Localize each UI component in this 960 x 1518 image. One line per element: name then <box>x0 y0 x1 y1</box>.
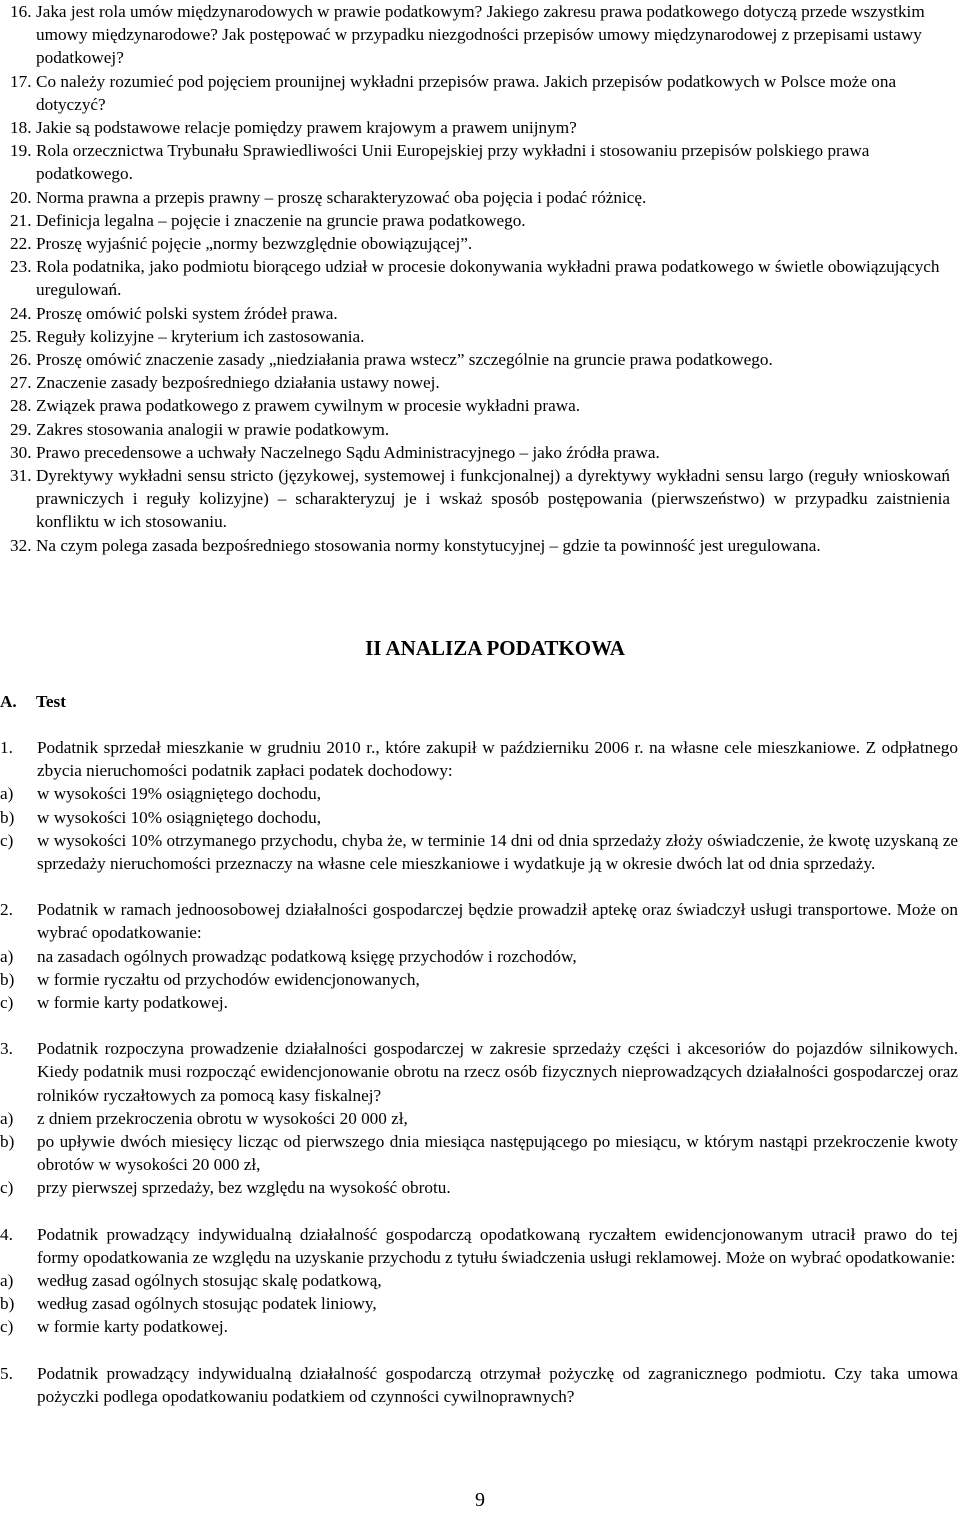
answer-option-label: a) <box>0 1271 14 1291</box>
answer-option <box>0 1269 958 1292</box>
question-text: Prawo precedensowe a uchwały Naczelnego Sądu Administracyjnego – jako źródła prawa. <box>36 442 660 462</box>
answer-option <box>0 829 958 875</box>
question-item <box>10 394 950 417</box>
question-item <box>10 70 950 116</box>
answer-option <box>0 1292 958 1315</box>
question-text: Proszę omówić polski system źródeł prawa. <box>36 303 338 323</box>
question-text: Definicja legalna – pojęcie i znaczenie na gruncie prawa podatkowego. <box>36 210 526 230</box>
answer-option-label: b) <box>0 807 15 827</box>
question-text: Na czym polega zasada bezpośredniego stosowania normy konstytucyjnej – gdzie ta powinność jest uregulowana. <box>36 535 821 555</box>
question-number: 20. <box>10 187 32 207</box>
test-question-number: 1. <box>0 738 13 757</box>
question-number: 31. <box>10 466 32 486</box>
question-item <box>10 0 950 70</box>
question-item <box>10 116 950 139</box>
answer-option-label: b) <box>0 1294 15 1314</box>
answer-option <box>0 806 958 829</box>
answer-option <box>0 968 958 991</box>
question-number: 18. <box>10 118 32 138</box>
answer-option-label: b) <box>0 969 15 989</box>
question-number: 29. <box>10 419 32 439</box>
question-item <box>10 534 950 557</box>
answer-option-text: po upływie dwóch miesięcy licząc od pierwszego dnia miesiąca następującego po miesiącu, w którym nastąpi przekroczenie kwoty obrotów w wysokości 20 000 zł, <box>37 1132 958 1175</box>
question-number: 27. <box>10 373 32 393</box>
test-question-text: Podatnik w ramach jednoosobowej działalności gospodarczej będzie prowadził aptekę oraz świadczył usługi transportowe. Może on wybrać opodatkowanie: <box>37 900 958 943</box>
test-question <box>0 1362 958 1408</box>
subsection-label: A. <box>0 692 17 711</box>
test-question-stem <box>0 1223 958 1269</box>
question-number: 19. <box>10 141 32 161</box>
test-question-text: Podatnik rozpoczyna prowadzenie działalności gospodarczej w zakresie sprzedaży części i akcesoriów do pojazdów silnikowych. Kiedy podatnik musi rozpocząć ewidencjonowanie obrotu na rzecz osób fizycznych nieprowadzących działalności gospodarczej oraz rolników ryczałtowych za pomocą kasy fiskalnej? <box>37 1039 958 1105</box>
question-number: 16. <box>10 2 32 21</box>
question-number: 28. <box>10 396 32 416</box>
test-question-number: 3. <box>0 1039 13 1059</box>
test-question-number: 2. <box>0 900 13 920</box>
page-number: 9 <box>475 1489 485 1511</box>
answer-option-text: z dniem przekroczenia obrotu w wysokości 20 000 zł, <box>37 1108 408 1128</box>
answer-option-text: w wysokości 10% osiągniętego dochodu, <box>37 807 322 827</box>
question-text: Znaczenie zasady bezpośredniego działania ustawy nowej. <box>36 373 440 393</box>
test-question <box>0 898 958 1014</box>
answer-option <box>0 1107 958 1130</box>
question-text: Jaka jest rola umów międzynarodowych w prawie podatkowym? Jakiego zakresu prawa podatkowego dotyczą przede wszystkim umowy międzynarodowe? Jak postępować w przypadku niezgodności przepisów umowy międzynarodowej z przepisami ustawy podatkowej? <box>36 2 925 68</box>
question-number: 30. <box>10 442 32 462</box>
question-number: 21. <box>10 210 32 230</box>
question-item <box>10 348 950 371</box>
answer-option-label: c) <box>0 1178 14 1198</box>
test-question-text: Podatnik prowadzący indywidualną działalność gospodarczą opodatkowaną ryczałtem ewidencjonowanym utracił prawo do tej formy opodatkowania ze względu na uzyskanie przychodu z tytułu świadczenia usługi reklamowej. Może on wybrać opodatkowanie: <box>37 1224 958 1267</box>
test-question <box>0 1037 958 1199</box>
question-text: Zakres stosowania analogii w prawie podatkowym. <box>36 419 390 439</box>
answer-option-label: a) <box>0 946 14 966</box>
test-question-text: Podatnik prowadzący indywidualną działalność gospodarczą otrzymał pożyczkę od zagranicznego podmiotu. Czy taka umowa pożyczki podlega opodatkowaniu podatkiem od czynności cywilnoprawnych? <box>37 1363 958 1406</box>
question-item <box>10 139 950 185</box>
answer-option <box>0 782 958 805</box>
answer-option-label: c) <box>0 1317 14 1337</box>
section-heading: II ANALIZA PODATKOWA <box>365 636 625 660</box>
question-text: Rola podatnika, jako podmiotu biorącego udział w procesie dokonywania wykładni prawa podatkowego w świetle obowiązujących uregulowań. <box>36 257 940 300</box>
answer-option-text: przy pierwszej sprzedaży, bez względu na wysokość obrotu. <box>37 1178 451 1198</box>
question-text: Reguły kolizyjne – kryterium ich zastosowania. <box>36 326 365 346</box>
question-text: Co należy rozumieć pod pojęciem prounijnej wykładni przepisów prawa. Jakich przepisów podatkowych w Polsce może ona dotyczyć? <box>36 71 897 114</box>
question-item <box>10 418 950 441</box>
answer-option-text: w formie karty podatkowej. <box>37 993 228 1013</box>
answer-option <box>0 945 958 968</box>
test-question-number: 4. <box>0 1224 13 1244</box>
question-item <box>10 371 950 394</box>
question-number: 22. <box>10 234 32 254</box>
subsection-title: Test <box>36 692 66 711</box>
answer-option-label: c) <box>0 993 14 1013</box>
answer-option-text: w formie ryczałtu od przychodów ewidencjonowanych, <box>37 969 420 989</box>
question-item <box>10 441 950 464</box>
question-text: Rola orzecznictwa Trybunału Sprawiedliwości Unii Europejskiej przy wykładni i stosowaniu przepisów polskiego prawa podatkowego. <box>36 141 870 184</box>
answer-option <box>0 1176 958 1199</box>
question-text: Dyrektywy wykładni sensu stricto (językowej, systemowej i funkcjonalnej) a dyrektywy wykładni sensu largo (reguły wnioskowań prawniczych i reguły kolizyjne) – scharakteryzuj je i wskaż sposób postępowania (pierwszeństwo) w przypadku zaistnienia konfliktu w ich stosowaniu. <box>36 466 950 532</box>
answer-option-text: w formie karty podatkowej. <box>37 1317 228 1337</box>
answer-option <box>0 1130 958 1176</box>
question-item <box>10 325 950 348</box>
question-number: 24. <box>10 303 32 323</box>
question-text: Proszę wyjaśnić pojęcie „normy bezwzględnie obowiązującej”. <box>36 234 473 254</box>
test-question-stem <box>0 898 958 944</box>
answer-option <box>0 991 958 1014</box>
answer-option-text: w wysokości 10% otrzymanego przychodu, chyba że, w terminie 14 dni od dnia sprzedaży złoży oświadczenie, że kwotę uzyskaną ze sprzedaży nieruchomości przeznaczy na własne cele mieszkaniowe i wydatkuje ją w okresie dwóch lat od dnia sprzedaży. <box>37 830 958 874</box>
answer-option-label: c) <box>0 830 14 850</box>
question-item <box>10 255 950 301</box>
answer-option-text: według zasad ogólnych stosując podatek liniowy, <box>37 1294 377 1314</box>
test-question <box>0 736 958 875</box>
test-question-stem <box>0 736 958 782</box>
answer-option-label: a) <box>0 1108 14 1128</box>
question-item <box>10 232 950 255</box>
test-question <box>0 1223 958 1339</box>
question-item <box>10 302 950 325</box>
question-number: 32. <box>10 535 32 555</box>
answer-option-label: a) <box>0 784 14 804</box>
answer-option-text: w wysokości 19% osiągniętego dochodu, <box>37 784 322 804</box>
question-item <box>10 464 950 534</box>
test-question-text: Podatnik sprzedał mieszkanie w grudniu 2010 r., które zakupił w październiku 2006 r. na własne cele mieszkaniowe. Z odpłatnego zbycia nieruchomości podatnik zapłaci podatek dochodowy: <box>37 738 958 781</box>
question-text: Jakie są podstawowe relacje pomiędzy prawem krajowym a prawem unijnym? <box>36 118 577 138</box>
question-text: Związek prawa podatkowego z prawem cywilnym w procesie wykładni prawa. <box>36 396 581 416</box>
test-question-stem <box>0 1037 958 1107</box>
question-item <box>10 186 950 209</box>
question-number: 17. <box>10 71 32 91</box>
question-number: 25. <box>10 326 32 346</box>
question-item <box>10 209 950 232</box>
answer-option-text: na zasadach ogólnych prowadząc podatkową księgę przychodów i rozchodów, <box>37 946 577 966</box>
answer-option-label: b) <box>0 1132 15 1152</box>
subsection-heading <box>0 690 66 713</box>
question-text: Proszę omówić znaczenie zasady „niedziałania prawa wstecz” szczególnie na gruncie prawa podatkowego. <box>36 350 773 370</box>
answer-option-text: według zasad ogólnych stosując skalę podatkową, <box>37 1271 382 1291</box>
question-list <box>10 0 950 557</box>
question-number: 26. <box>10 350 32 370</box>
question-number: 23. <box>10 257 32 277</box>
test-question-stem <box>0 1362 958 1408</box>
answer-option <box>0 1315 958 1338</box>
test-section <box>0 736 958 1431</box>
question-text: Norma prawna a przepis prawny – proszę scharakteryzować oba pojęcia i podać różnicę. <box>36 187 647 207</box>
test-question-number: 5. <box>0 1363 13 1383</box>
